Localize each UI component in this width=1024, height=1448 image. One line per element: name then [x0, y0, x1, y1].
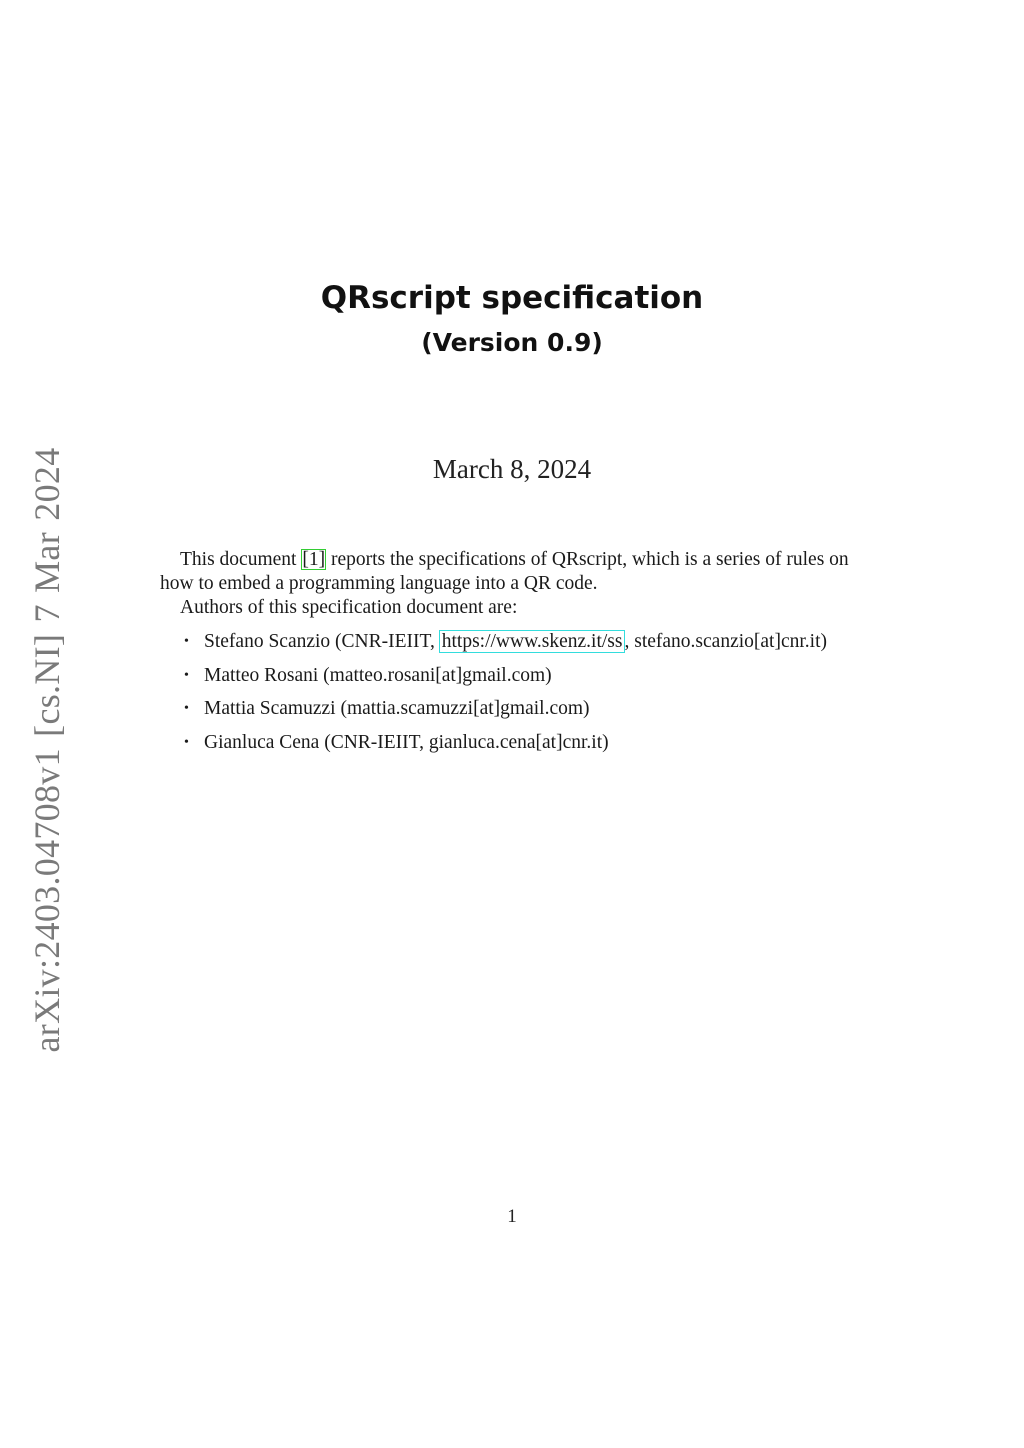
citation-bracket-close: ]: [318, 549, 326, 570]
document-title: QRscript specification: [320, 280, 704, 316]
bullet-icon: •: [184, 701, 189, 716]
list-item: [160, 697, 880, 721]
abstract-paragraph: [160, 548, 880, 596]
author-1-prefix: Stefano Scanzio (CNR-IEIIT,: [204, 631, 440, 652]
citation-link[interactable]: [301, 549, 326, 570]
bullet-icon: •: [184, 634, 189, 649]
document-date: March 8, 2024: [432, 454, 592, 484]
list-item: [160, 664, 880, 688]
abstract-text-end: reports the specifications of QRscript, which is a series of rules on how to embed a programming language into a QR code.: [160, 549, 849, 594]
authors-list: [160, 630, 880, 755]
citation-number: 1: [308, 549, 319, 570]
document-body: [160, 548, 880, 764]
document-version: (Version 0.9): [421, 328, 603, 357]
author-homepage-link[interactable]: https://www.skenz.it/ss: [441, 631, 623, 652]
list-item: [160, 731, 880, 755]
authors-intro: Authors of this specification document are:: [180, 597, 518, 618]
abstract-text-start: This document: [180, 549, 302, 570]
author-1-suffix: , stefano.scanzio[at]cnr.it): [624, 631, 827, 652]
author-4: Gianluca Cena (CNR-IEIIT, gianluca.cena[at]cnr.it): [204, 731, 609, 753]
list-item: [160, 630, 880, 654]
author-3: Mattia Scamuzzi (mattia.scamuzzi[at]gmail.com): [204, 698, 590, 719]
citation-bracket-open: [: [302, 549, 309, 570]
author-2: Matteo Rosani (matteo.rosani[at]gmail.com): [204, 664, 552, 686]
page-number: 1: [507, 1206, 517, 1227]
arxiv-identifier-stamp: arXiv:2403.04708v1 [cs.NI] 7 Mar 2024: [27, 447, 67, 1053]
bullet-icon: •: [184, 734, 189, 750]
bullet-icon: •: [184, 667, 189, 683]
